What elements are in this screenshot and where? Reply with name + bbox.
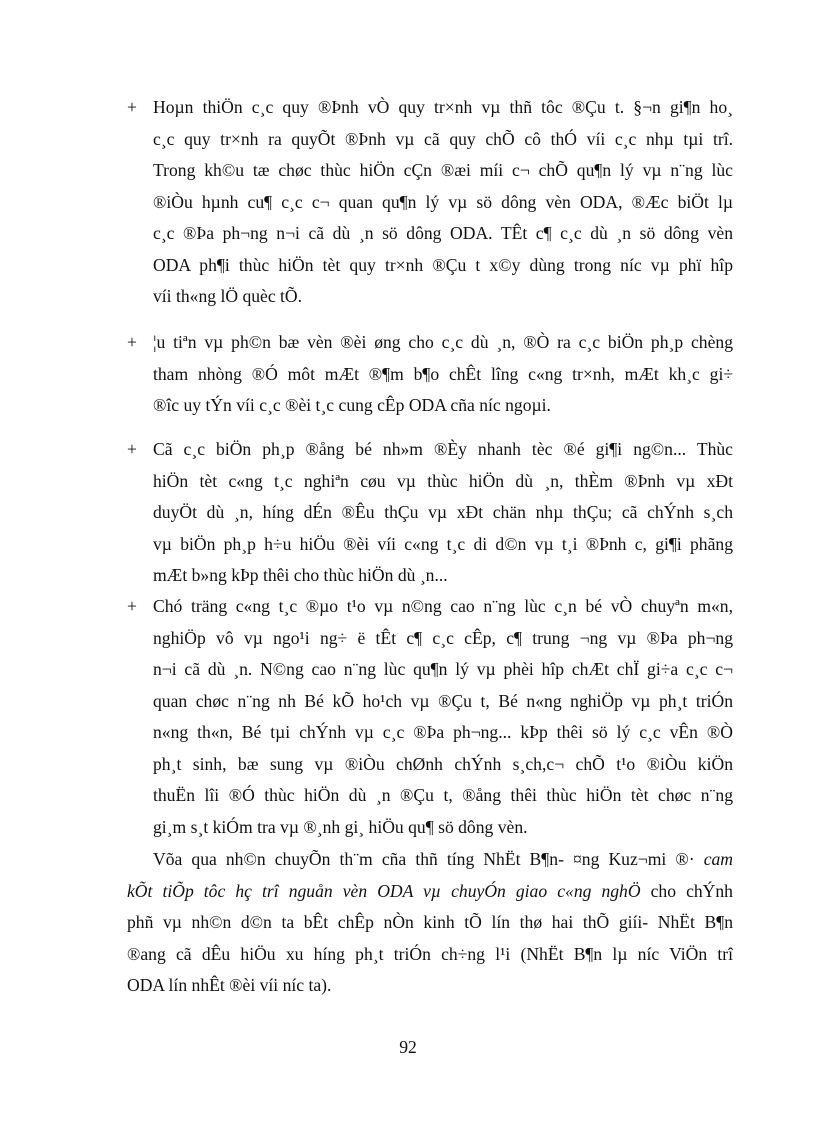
text-line: n«ng th«n, Bé tµi chÝnh vµ c¸c ®Þa ph¬ng... kÞp thêi sö lý c¸c vÊn ®Ò [153, 722, 733, 742]
text-line: ®îc uy tÝn víi c¸c ®èi t¸c cung cÊp ODA cña níc ngoµi. [153, 395, 551, 415]
text-line: ¦u tiªn vµ ph©n bæ vèn ®èi øng cho c¸c dù ¸n, ®Ò ra c¸c biÖn ph¸p chèng [153, 332, 733, 352]
text-line: ®iÒu hµnh cu¶ c¸c c¬ quan qu¶n lý vµ sö dông vèn ODA, ®Æc biÖt lµ [153, 191, 733, 212]
text-run: Võa qua nh©n chuyÕn th¨m cña thñ tíng NhËt B¶n- ¤ng Kuz¬mi ®· [153, 849, 704, 869]
text-line: ®ang cã dÊu hiÖu xu híng ph¸t triÓn ch÷ng l¹i (NhËt B¶n lµ níc ViÖn trî [127, 943, 733, 964]
text-line [127, 876, 733, 908]
text-line: phñ vµ nh©n d©n ta bÊt chÊp nÒn kinh tÕ lín thø hai thÕ giíi- NhËt B¶n [127, 912, 733, 932]
text-line: nghiÖp vô vµ ngo¹i ng÷ ë tÊt c¶ c¸c cÊp, c¶ trung ¬ng vµ ®Þa ph¬ng [153, 627, 733, 648]
bullet-mark: + [127, 439, 137, 459]
text-line: gi¸m s¸t kiÓm tra vµ ®¸nh gi¸ hiÖu qu¶ sö dông vèn. [153, 816, 528, 837]
text-line: Trong kh©u tæ chøc thùc hiÖn cÇn ®æi míi c¬ chÕ qu¶n lý vµ n¨ng lùc [153, 160, 733, 180]
bullet-text [153, 327, 733, 422]
text-line: c¸c quy tr×nh ra quyÕt ®Þnh vµ cã quy chÕ cô thÓ víi c¸c nhµ tµi trî. [153, 128, 733, 149]
text-line: Hoµn thiÖn c¸c quy ®Þnh vÒ quy tr×nh vµ thñ tôc ®Çu t. §¬n gi¶n ho¸ [153, 97, 733, 117]
text-line: duyÖt dù ¸n, híng dÉn ®Êu thÇu vµ xÐt chän nhµ thÇu; cã chÝnh s¸ch [153, 502, 733, 522]
text-line: c¸c ®Þa ph¬ng n¬i cã dù ¸n sö dông ODA. TÊt c¶ c¸c dù ¸n sö dông vèn [153, 223, 733, 243]
text-line: ODA ph¶i thùc hiÖn tèt quy tr×nh ®Çu t x©y dùng trong níc vµ phï hîp [153, 254, 733, 275]
text-line: thuËn lîi ®Ó thùc hiÖn dù ¸n ®Çu t, ®ång thêi thùc hiÖn tèt chøc n¨ng [153, 785, 733, 805]
italic-run: cam [703, 849, 733, 869]
text-line: n¬i cã dù ¸n. N©ng cao n¨ng lùc qu¶n lý vµ phèi hîp chÆt chÏ gi÷a c¸c c¬ [153, 659, 733, 679]
text-line: víi th«ng lÖ quèc tÕ. [153, 286, 303, 306]
text-line: ph¸t sinh, bæ sung vµ ®iÒu chØnh chÝnh s¸ch,c¬ chÕ t¹o ®iÒu kiÖn [153, 753, 733, 774]
text-line: hiÖn tèt c«ng t¸c nghiªn cøu vµ thùc hiÖn dù ¸n, thÈm ®Þnh vµ xÐt [153, 470, 733, 491]
text-line: vµ biÖn ph¸p h÷u hiÖu ®èi víi c«ng t¸c di d©n vµ t¸i ®Þnh c, gi¶i phãng [153, 533, 733, 554]
text-line: mÆt b»ng kÞp thêi cho thùc hiÖn dù ¸n... [153, 565, 448, 585]
bullet-mark: + [127, 596, 137, 616]
bullet-text [153, 591, 733, 843]
text-line: quan chøc n¨ng nh Bé kÕ ho¹ch vµ ®Çu t, Bé n«ng nghiÖp vµ ph¸t triÓn [153, 690, 733, 711]
italic-run: kÕt tiÕp tôc hç trî nguån vèn ODA vµ chuyÓn giao c«ng nghÖ [127, 880, 641, 901]
page-number: 92 [399, 1037, 417, 1057]
bullet-text [153, 434, 733, 592]
closing-paragraph [127, 844, 733, 1002]
bullet-text [153, 92, 733, 313]
text-line: tham nhòng ®Ó môt mÆt ®¶m b¶o chÊt lîng c«ng tr×nh, mÆt kh¸c gi÷ [153, 363, 733, 384]
text-line: ODA lín nhÊt ®èi víi níc ta). [127, 975, 332, 995]
text-line: Cã c¸c biÖn ph¸p ®ång bé nh»m ®Èy nhanh tèc ®é gi¶i ng©n... Thùc [153, 439, 733, 459]
bullet-mark: + [127, 332, 137, 352]
text-line [127, 844, 733, 876]
text-line: Chó träng c«ng t¸c ®µo t¹o vµ n©ng cao n¨ng lùc c¸n bé vÒ chuyªn m«n, [153, 596, 733, 616]
text-run: cho chÝnh [640, 880, 733, 901]
bullet-mark: + [127, 97, 137, 117]
